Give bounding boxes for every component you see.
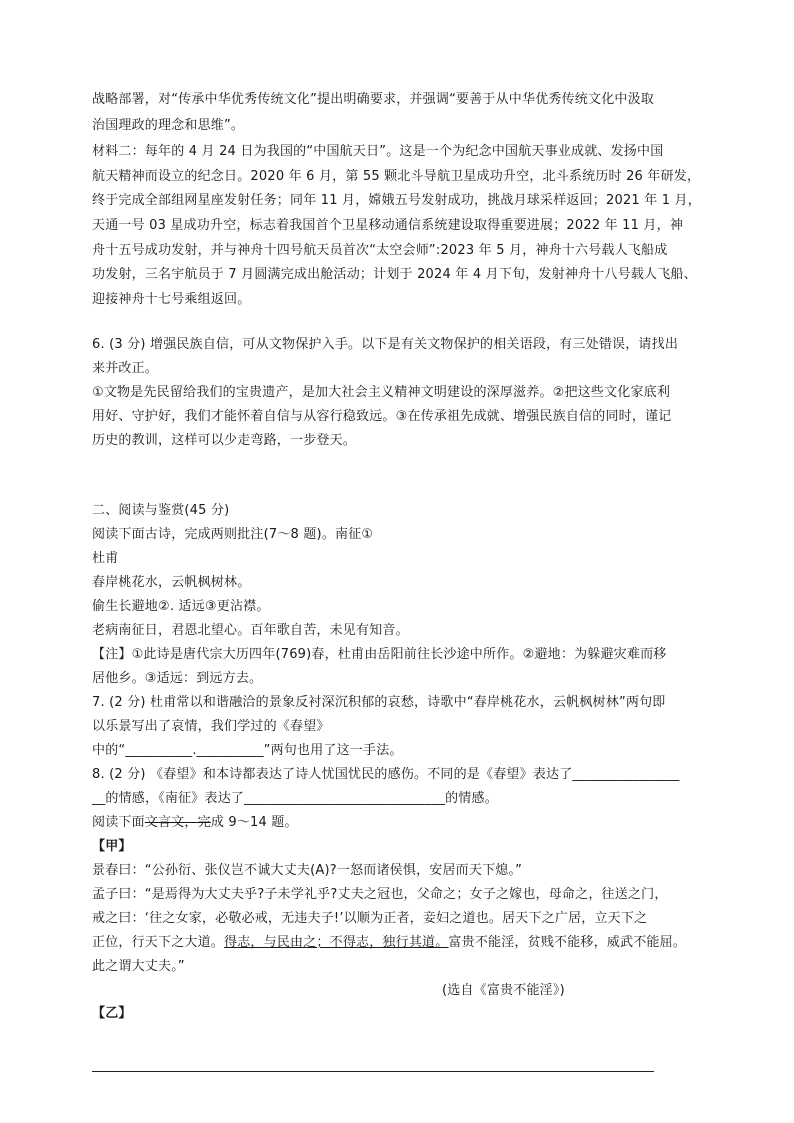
text-line: ①文物是先民留给我们的宝贵遗产，是加大社会主义精神文明建设的深厚滋养。②把这些文化家底利: [92, 385, 671, 400]
underlined-sentence: 得志，与民由之；不得志，独行其道。: [224, 935, 449, 950]
instruction-text: 成 9～14 题。: [210, 815, 298, 830]
question-8: 8. (2 分) 《春望》和本诗都表达了诗人忧国忧民的感伤。不同的是《春望》表达了________________: [92, 767, 680, 782]
struck-text: 文言文，完: [144, 815, 211, 830]
reading-instruction: [92, 815, 298, 831]
poem-note: 【注】①此诗是唐代宗大历四年(769)春，杜甫由岳阳前往长沙途中所作。②避地：为躲避灾难而移: [92, 647, 667, 662]
text-line: 以乐景写出了哀情，我们学过的《春望》: [92, 719, 330, 734]
divider-line: [92, 1071, 654, 1072]
text-line: 航天精神而设立的纪念日。2020 年 6 月，第 55 颗北斗导航卫星成功升空，北斗系统历时 26 年研发，: [92, 169, 701, 184]
text-line: 材料二：每年的 4 月 24 日为我国的“中国航天日”。这是一个为纪念中国航天事业成就、发扬中国: [92, 144, 664, 159]
passage-line: [92, 935, 686, 951]
poem-line: 偷生长避地②. 适远③更沾襟。: [92, 599, 270, 614]
passage-line: 此之谓大丈夫。”: [92, 959, 185, 974]
text-line: 阅读下面古诗，完成两则批注(7～8 题)。南征①: [92, 527, 374, 542]
poem-line: 老病南征日，君恩北望心。百年歌自苦，未见有知音。: [92, 623, 409, 638]
text-line: 居他乡。③适远：到远方去。: [92, 671, 263, 686]
question-7: 7. (2 分) 杜甫常以和谐融洽的景象反衬深沉积郁的哀愁，诗歌中“春岸桃花水，云帆枫树林”两句即: [92, 695, 666, 710]
text-line: 天通一号 03 星成功升空，标志着我国首个卫星移动通信系统建设取得重要进展；2022 年 11 月，神: [92, 218, 684, 233]
passage-line: 景春曰：“公孙衍、张仪岂不诚大丈夫(A)?一怒而诸侯惧，安居而天下熄。”: [92, 863, 523, 878]
passage-text: 富贵不能淫，贫贱不能移，威武不能屈。: [448, 935, 687, 950]
passage-line: 戒之曰：‘往之女家，必敬必戒，无违夫子!’以顺为正者，妾妇之道也。居天下之广居，立天下之: [92, 911, 648, 926]
passage-text: 正位，行天下之大道。: [92, 935, 225, 950]
passage-line: 孟子曰：“是焉得为大丈夫乎?子未学礼乎?丈夫之冠也，父命之；女子之嫁也，母命之，往送之门，: [92, 887, 668, 902]
text-line: 战略部署，对“传承中华优秀传统文化”提出明确要求，并强调“要善于从中华优秀传统文化中汲取: [92, 92, 655, 107]
text-line: 功发射，三名宇航员于 7 月圆满完成出舱活动；计划于 2024 年 4 月下旬，发射神舟十八号载人飞船、: [92, 267, 697, 282]
text-line: 终于完成全部组网星座发射任务；同年 11 月，嫦娥五号发射成功，挑战月球采样返回；2021 年 1 月，: [92, 193, 701, 208]
fill-blank-line: __的情感，《南征》表达了______________________________的情感。: [92, 791, 498, 806]
label-yi: 【乙】: [92, 1006, 132, 1021]
question-6: 6. (3 分) 增强民族自信，可从文物保护入手。以下是有关文物保护的相关语段，有三处错误，请找出: [92, 337, 679, 352]
section-heading: 二、阅读与鉴赏(45 分): [92, 503, 230, 518]
text-line: 治国理政的理念和思维”。: [92, 118, 245, 133]
text-line: 来并改正。: [92, 361, 159, 376]
text-line: 迎接神舟十七号乘组返回。: [92, 292, 251, 307]
label-jia: 【甲】: [92, 839, 132, 854]
text-line: 历史的教训，这样可以少走弯路，一步登天。: [92, 433, 357, 448]
instruction-text: 阅读下面: [92, 815, 145, 830]
fill-blank-line: 中的“__________.__________”两句也用了这一手法。: [92, 743, 403, 758]
text-line: 舟十五号成功发射，并与神舟十四号航天员首次“太空会师”:2023 年 5 月，神舟十六号载人飞船成: [92, 243, 668, 258]
source-citation: (选自《富贵不能淫》): [442, 983, 565, 998]
poem-author: 杜甫: [92, 551, 119, 566]
poem-line: 春岸桃花水，云帆枫树林。: [92, 575, 251, 590]
text-line: 用好、守护好，我们才能怀着自信与从容行稳致远。③在传承祖先成就、增强民族自信的同时，谨记: [92, 409, 672, 424]
